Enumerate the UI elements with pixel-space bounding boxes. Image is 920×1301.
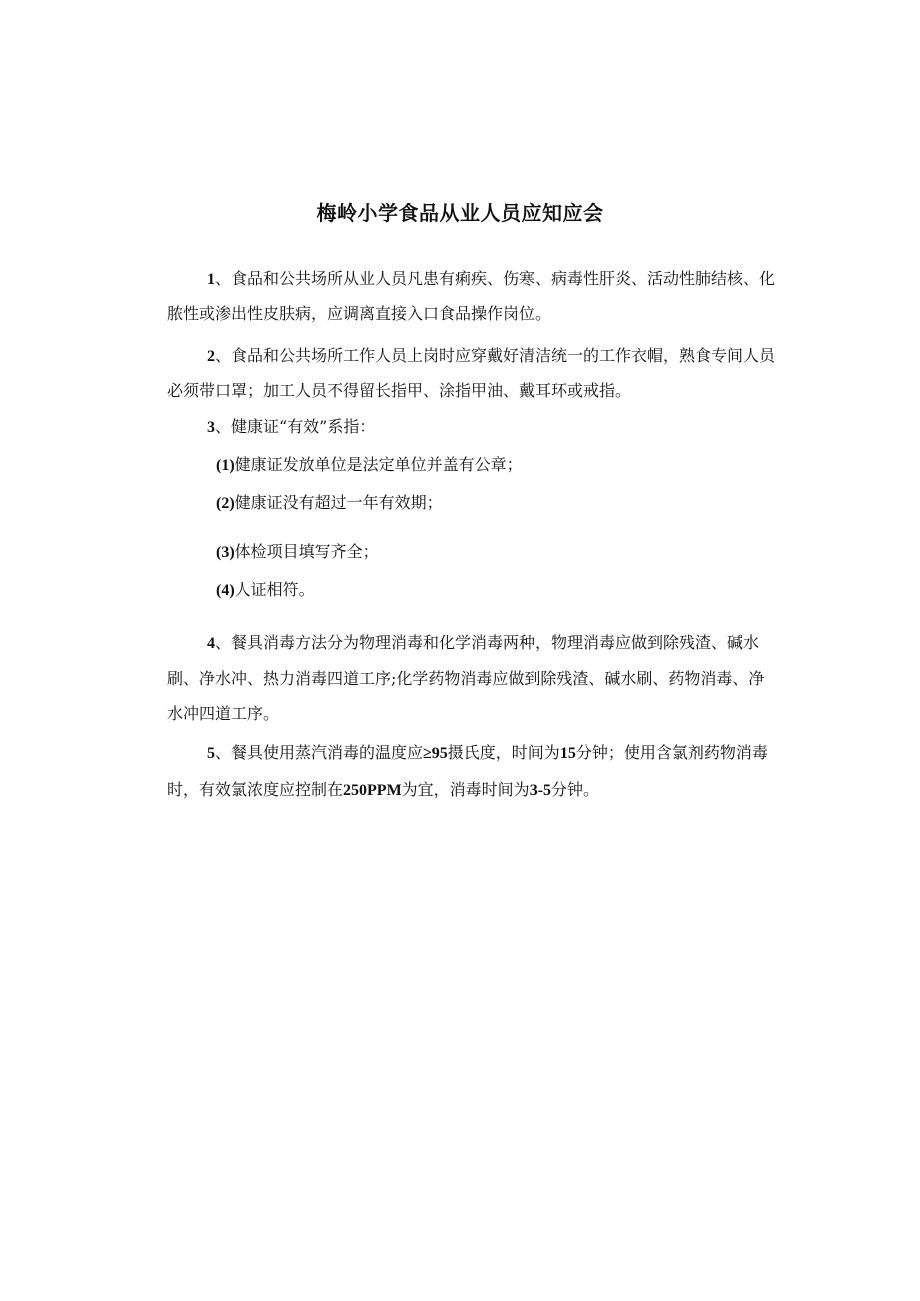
item-2-text: 、食品和公共场所工作人员上岗时应穿戴好清洁统一的工作衣帽，熟食专间人员必须带口罩；加工人员不得留长指甲、涂指甲油、戴耳环或戒指。 bbox=[167, 346, 776, 400]
page-title: 梅岭小学食品从业人员应知应会 bbox=[316, 201, 604, 225]
item-5-temperature-value: ≥95 bbox=[423, 745, 448, 762]
item-3-text: 、健康证“有效”系指： bbox=[215, 417, 376, 436]
subitem-3 bbox=[216, 540, 776, 565]
item-1 bbox=[167, 262, 779, 331]
item-1-text: 、食品和公共场所从业人员凡患有痢疾、伤寒、病毒性肝炎、活动性肺结核、化脓性或渗出性皮肤病，应调离直接入口食品操作岗位。 bbox=[167, 269, 776, 323]
subitem-2-number: (2) bbox=[216, 495, 235, 512]
item-5-text-a: 、餐具使用蒸汽消毒的温度应 bbox=[215, 743, 424, 762]
item-5-time-value: 15 bbox=[559, 745, 576, 762]
item-5-concentration-value: 250PPM bbox=[343, 782, 402, 799]
item-4 bbox=[167, 625, 779, 731]
item-1-number: 1 bbox=[207, 271, 215, 288]
subitem-4 bbox=[216, 578, 776, 603]
item-5-text-d: 为宜，消毒时间为 bbox=[401, 780, 530, 799]
item-5-duration-value: 3-5 bbox=[529, 782, 552, 799]
subitem-4-number: (4) bbox=[216, 582, 235, 599]
item-5-number: 5 bbox=[207, 745, 215, 762]
item-3-number: 3 bbox=[207, 419, 215, 436]
subitem-2 bbox=[216, 491, 776, 516]
item-2 bbox=[167, 339, 779, 408]
item-5-text-e: 分钟。 bbox=[551, 780, 600, 799]
item-4-number: 4 bbox=[207, 635, 215, 652]
item-4-text: 、餐具消毒方法分为物理消毒和化学消毒两种，物理消毒应做到除残渣、碱水刷、净水冲、热力消毒四道工序;化学药物消毒应做到除残渣、碱水刷、药物消毒、净水冲四道工序。 bbox=[167, 633, 765, 723]
subitem-3-text: 体检项目填写齐全； bbox=[234, 542, 379, 561]
subitem-1 bbox=[216, 453, 776, 478]
item-3 bbox=[167, 410, 779, 445]
subitem-4-text: 人证相符。 bbox=[234, 580, 315, 599]
item-5-text-c: 分钟；使用含氯剂药物消毒时，有效氯浓度应控制在 bbox=[167, 743, 768, 799]
subitem-3-number: (3) bbox=[216, 544, 235, 561]
item-5-text-b: 摄氏度，时间为 bbox=[447, 743, 560, 762]
item-2-number: 2 bbox=[207, 348, 215, 365]
subitem-2-text: 健康证没有超过一年有效期； bbox=[234, 493, 443, 512]
subitem-1-number: (1) bbox=[216, 457, 235, 474]
item-5 bbox=[167, 735, 779, 809]
subitem-1-text: 健康证发放单位是法定单位并盖有公章； bbox=[234, 455, 523, 474]
